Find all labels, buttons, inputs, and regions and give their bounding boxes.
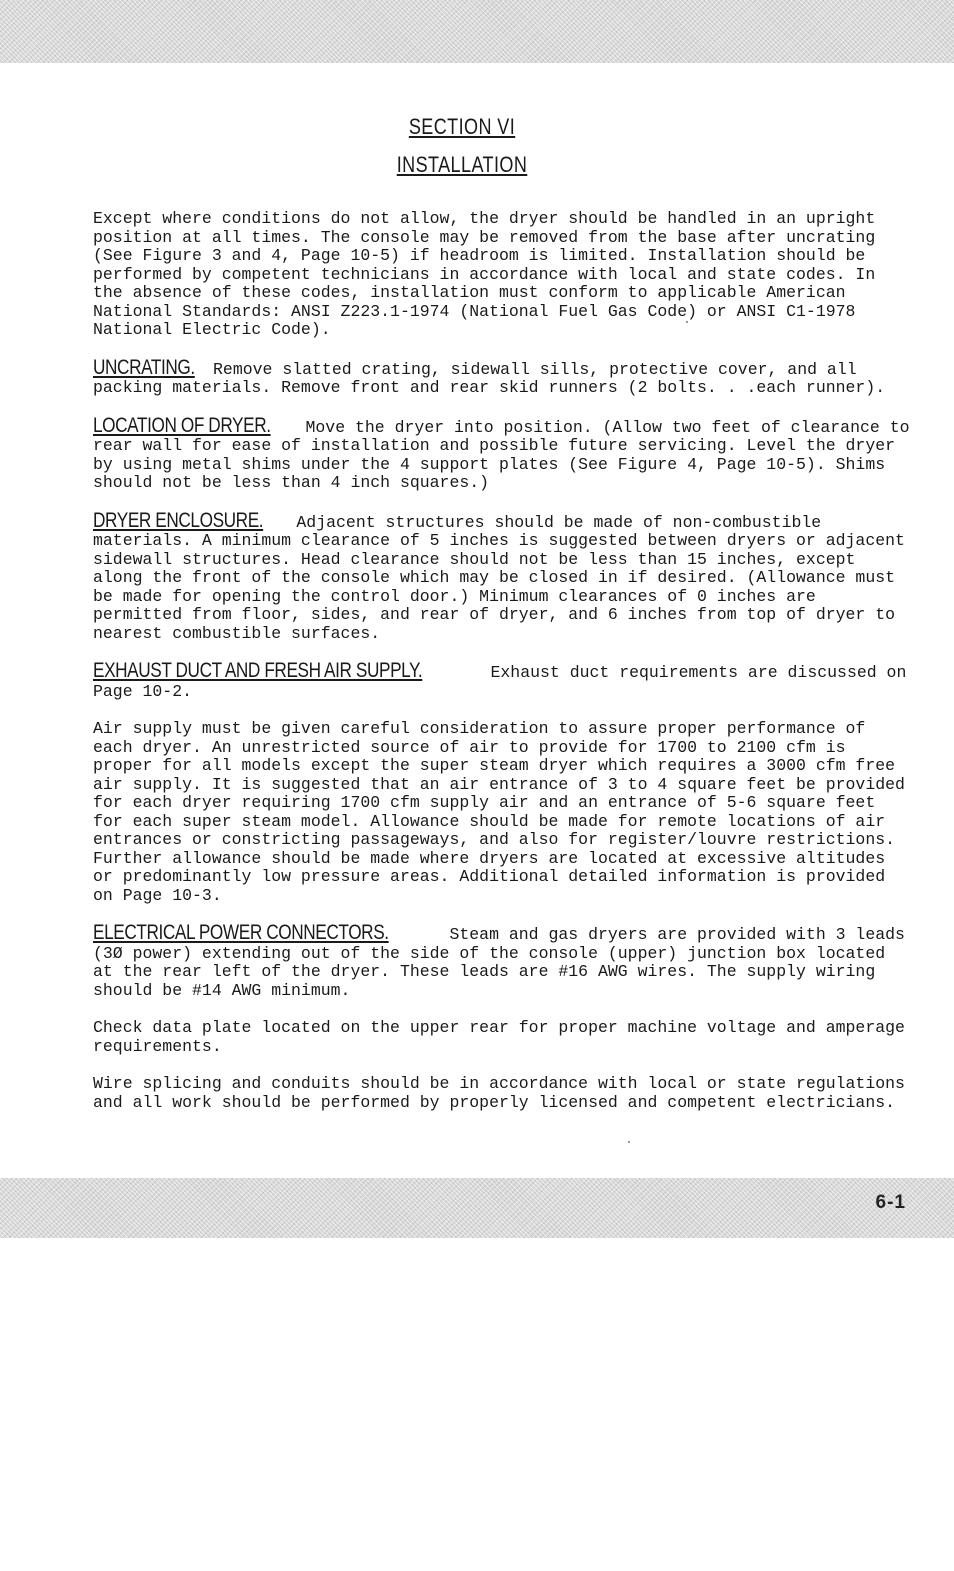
bottom-scan-band	[0, 1178, 954, 1238]
enclosure-heading: DRYER ENCLOSURE.	[93, 508, 264, 532]
top-scan-band	[0, 0, 954, 63]
location-heading: LOCATION OF DRYER.	[93, 413, 271, 437]
location-paragraph	[93, 413, 913, 493]
enclosure-text: Adjacent structures should be made of non-combustible materials. A minimum clearance of 5 inches is suggested between dryers or adjacent sidewall structures. Head clearance should not be less than 15 inches, except along the front of the console which may be closed in if desired. (Allowance must be made for opening the control door.) Minimum clearances of 0 inches are permitted from floor, sides, and rear of dryer, and 6 inches from top of dryer to nearest combustible surfaces.	[93, 512, 905, 643]
uncrating-heading: UNCRATING.	[93, 355, 195, 379]
page-subtitle: INSTALLATION	[396, 152, 528, 177]
section-title: SECTION VI	[408, 114, 516, 139]
uncrating-paragraph	[93, 355, 913, 398]
exhaust-paragraph	[93, 659, 913, 701]
electrical-heading: ELECTRICAL POWER CONNECTORS.	[93, 921, 389, 944]
enclosure-paragraph	[93, 508, 913, 644]
intro-paragraph: Except where conditions do not allow, the dryer should be handled in an upright position at all times. The console may be removed from the base after uncrating (See Figure 3 and 4, Page 10-5) if headroom is limited. Installation should be performed by competent technicians in accordance with local and state codes. In the absence of these codes, installation must conform to applicable American National Standards: ANSI Z223.1-1974 (National Fuel Gas Code) or ANSI C1-1978 National Electric Code).	[93, 209, 876, 339]
document-body	[93, 210, 913, 1131]
scan-speck	[686, 321, 688, 323]
data-plate-paragraph: Check data plate located on the upper rear for proper machine voltage and amperage requirements.	[93, 1018, 905, 1056]
exhaust-text: Exhaust duct requirements are discussed on Page 10-2.	[93, 663, 907, 701]
wire-splicing-paragraph: Wire splicing and conduits should be in accordance with local or state regulations and all work should be performed by properly licensed and competent electricians.	[93, 1074, 905, 1112]
scan-speck	[628, 1141, 630, 1143]
electrical-text: Steam and gas dryers are provided with 3 leads (3Ø power) extending out of the side of the console (upper) junction box located at the rear left of the dryer. These leads are #16 AWG wires. The supply wiring should be #14 AWG minimum.	[93, 925, 905, 1000]
air-supply-paragraph: Air supply must be given careful consideration to assure proper performance of each dryer. An unrestricted source of air to provide for 1700 to 2100 cfm is proper for all models except the super steam dryer which requires a 3000 cfm free air supply. It is suggested that an air entrance of 3 to 4 square feet be provided for each dryer requiring 1700 cfm supply air and an entrance of 5-6 square feet for each super steam model. Allowance should be made for remote locations of air entrances or constricting passageways, and also for register/louvre restrictions. Further allowance should be made where dryers are located at excessive altitudes or predominantly low pressure areas. Additional detailed information is provided on Page 10-3.	[93, 719, 905, 905]
location-text: Move the dryer into position. (Allow two feet of clearance to rear wall for ease of installation and possible future servicing. Level the dryer by using metal shims under the 4 support plates (See Figure 4, Page 10-5). Shims should not be less than 4 inch squares.)	[93, 417, 910, 492]
electrical-paragraph	[93, 921, 913, 1000]
page-number: 6-1	[875, 1192, 906, 1213]
exhaust-heading: EXHAUST DUCT AND FRESH AIR SUPPLY.	[93, 659, 423, 682]
uncrating-text: Remove slatted crating, sidewall sills, protective cover, and all packing materials. Remove front and rear skid runners (2 bolts. . .each runner).	[93, 359, 886, 397]
